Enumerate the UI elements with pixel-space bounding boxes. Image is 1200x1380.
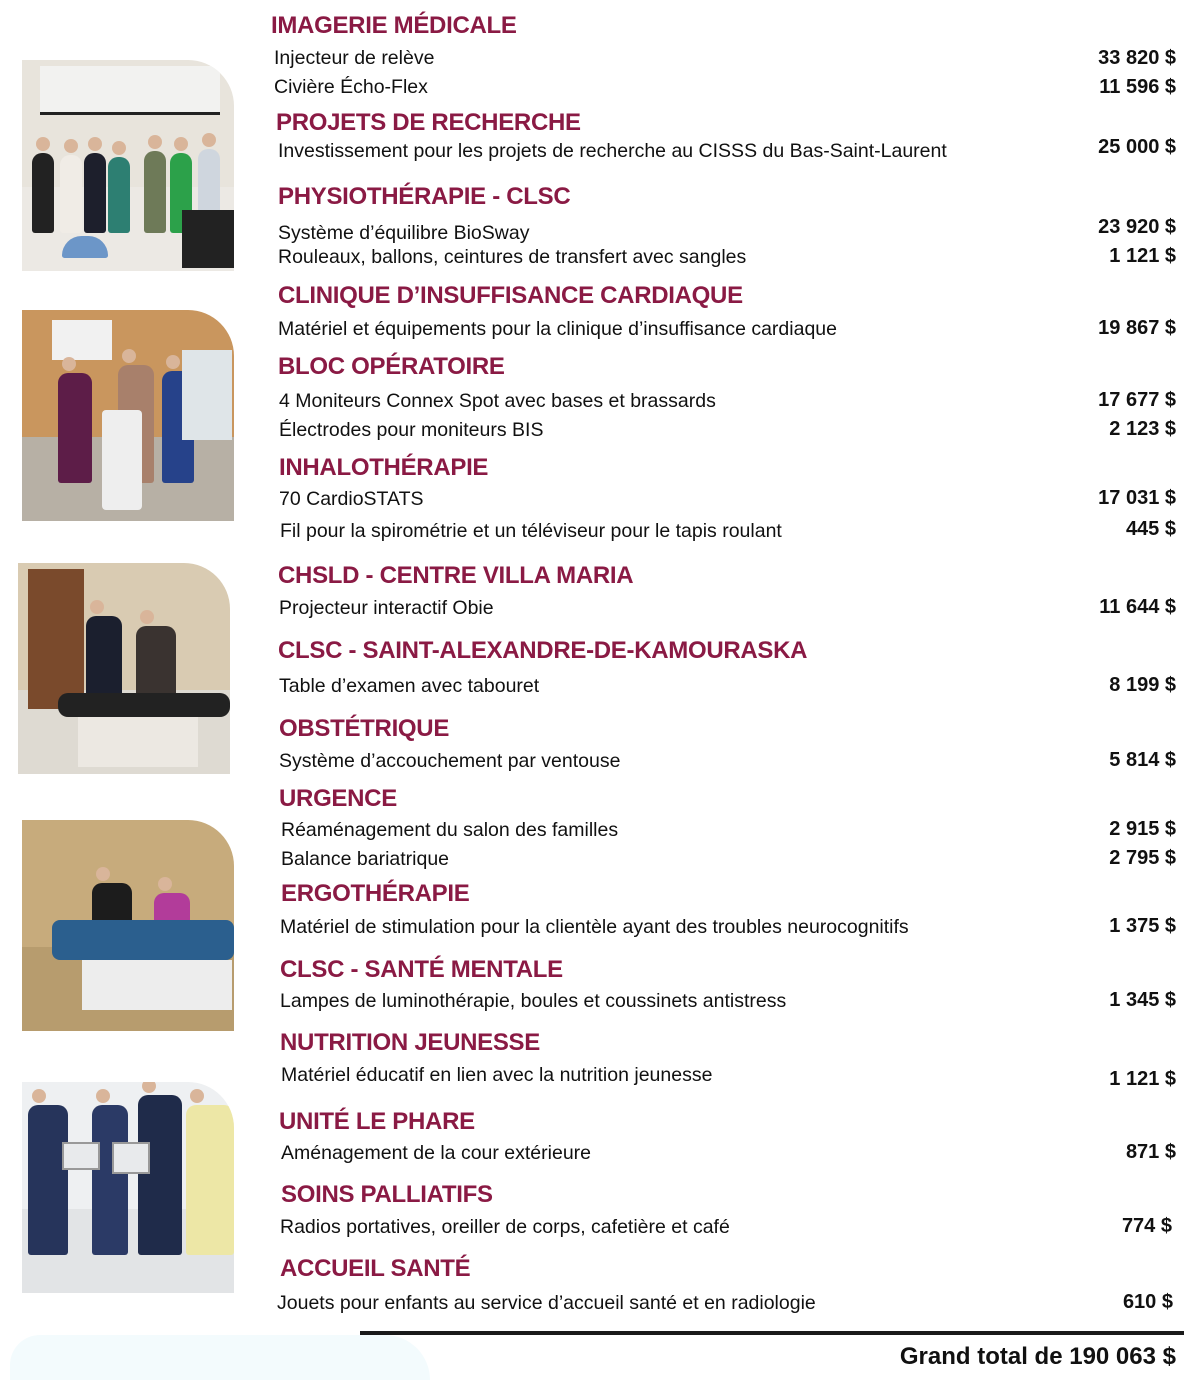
item-label: 4 Moniteurs Connex Spot avec bases et brassards [279,390,716,412]
item-amount: 1 121 $ [1109,245,1176,267]
photo-physiotherapy-team [22,60,234,271]
item-label: Réaménagement du salon des familles [281,819,619,841]
item-amount: 871 $ [1125,1141,1176,1163]
photo-operating-room-team [22,1082,234,1293]
item-label: Injecteur de relève [274,47,435,69]
item-label: Jouets pour enfants au service d’accueil santé et en radiologie [277,1292,816,1314]
item-label: Électrodes pour moniteurs BIS [279,419,544,441]
item-amount: 11 596 $ [1099,76,1176,98]
section-title: CLSC - SAINT-ALEXANDRE-DE-KAMOURASKA [278,637,808,664]
section-title: CLSC - SANTÉ MENTALE [280,956,563,983]
item-label: Matériel éducatif en lien avec la nutrition jeunesse [281,1064,713,1086]
item-label: Système d’accouchement par ventouse [279,750,621,772]
item-amount: 33 820 $ [1098,47,1176,69]
item-label: Table d’examen avec tabouret [279,675,540,697]
item-label: Civière Écho-Flex [274,76,428,98]
item-amount: 1 345 $ [1109,989,1176,1011]
total-divider [360,1331,1184,1335]
item-label: 70 CardioSTATS [279,488,424,510]
item-amount: 2 123 $ [1109,418,1176,440]
item-amount: 2 795 $ [1109,847,1176,869]
item-amount: 1 121 $ [1109,1068,1176,1090]
item-label: Fil pour la spirométrie et un téléviseur pour le tapis roulant [280,520,782,542]
section-title: BLOC OPÉRATOIRE [278,353,505,380]
item-label: Balance bariatrique [281,848,450,870]
section-title: ERGOTHÉRAPIE [281,880,470,907]
item-label: Projecteur interactif Obie [279,597,494,619]
decorative-swoosh [10,1335,430,1380]
item-amount: 774 $ [1121,1215,1172,1237]
section-title: NUTRITION JEUNESSE [280,1029,540,1056]
grand-total: Grand total de 190 063 $ [899,1343,1176,1370]
section-title: PROJETS DE RECHERCHE [276,109,581,136]
photo-stretcher [22,820,234,1031]
section-title: CLINIQUE D’INSUFFISANCE CARDIAQUE [278,282,743,309]
item-amount: 19 867 $ [1098,317,1176,339]
item-amount: 25 000 $ [1098,136,1176,158]
item-amount: 8 199 $ [1109,674,1176,696]
item-amount: 1 375 $ [1109,915,1176,937]
item-amount: 17 677 $ [1098,389,1176,411]
section-title: IMAGERIE MÉDICALE [271,12,517,39]
item-label: Matériel de stimulation pour la clientèle ayant des troubles neurocognitifs [280,916,909,938]
item-label: Investissement pour les projets de recherche au CISSS du Bas-Saint-Laurent [278,140,947,162]
item-amount: 17 031 $ [1098,487,1176,509]
item-label: Système d’équilibre BioSway [278,222,530,244]
section-title: INHALOTHÉRAPIE [279,454,489,481]
photo-team-with-device [22,310,234,521]
item-label: Matériel et équipements pour la clinique d’insuffisance cardiaque [278,318,837,340]
item-label: Radios portatives, oreiller de corps, cafetière et café [280,1216,730,1238]
item-label: Lampes de luminothérapie, boules et coussinets antistress [280,990,787,1012]
item-label: Rouleaux, ballons, ceintures de transfert avec sangles [278,246,747,268]
item-amount: 11 644 $ [1099,596,1176,618]
section-title: CHSLD - CENTRE VILLA MARIA [278,562,634,589]
item-amount: 23 920 $ [1098,216,1176,238]
section-title: SOINS PALLIATIFS [281,1181,493,1208]
section-title: ACCUEIL SANTÉ [280,1255,471,1282]
item-amount: 5 814 $ [1109,749,1176,771]
item-label: Aménagement de la cour extérieure [281,1142,592,1164]
section-title: PHYSIOTHÉRAPIE - CLSC [278,183,571,210]
item-amount: 445 $ [1125,518,1176,540]
section-title: UNITÉ LE PHARE [279,1108,475,1135]
section-title: OBSTÉTRIQUE [279,715,450,742]
item-amount: 610 $ [1122,1291,1173,1313]
photo-exam-table [18,563,230,774]
section-title: URGENCE [279,785,397,812]
item-amount: 2 915 $ [1109,818,1176,840]
